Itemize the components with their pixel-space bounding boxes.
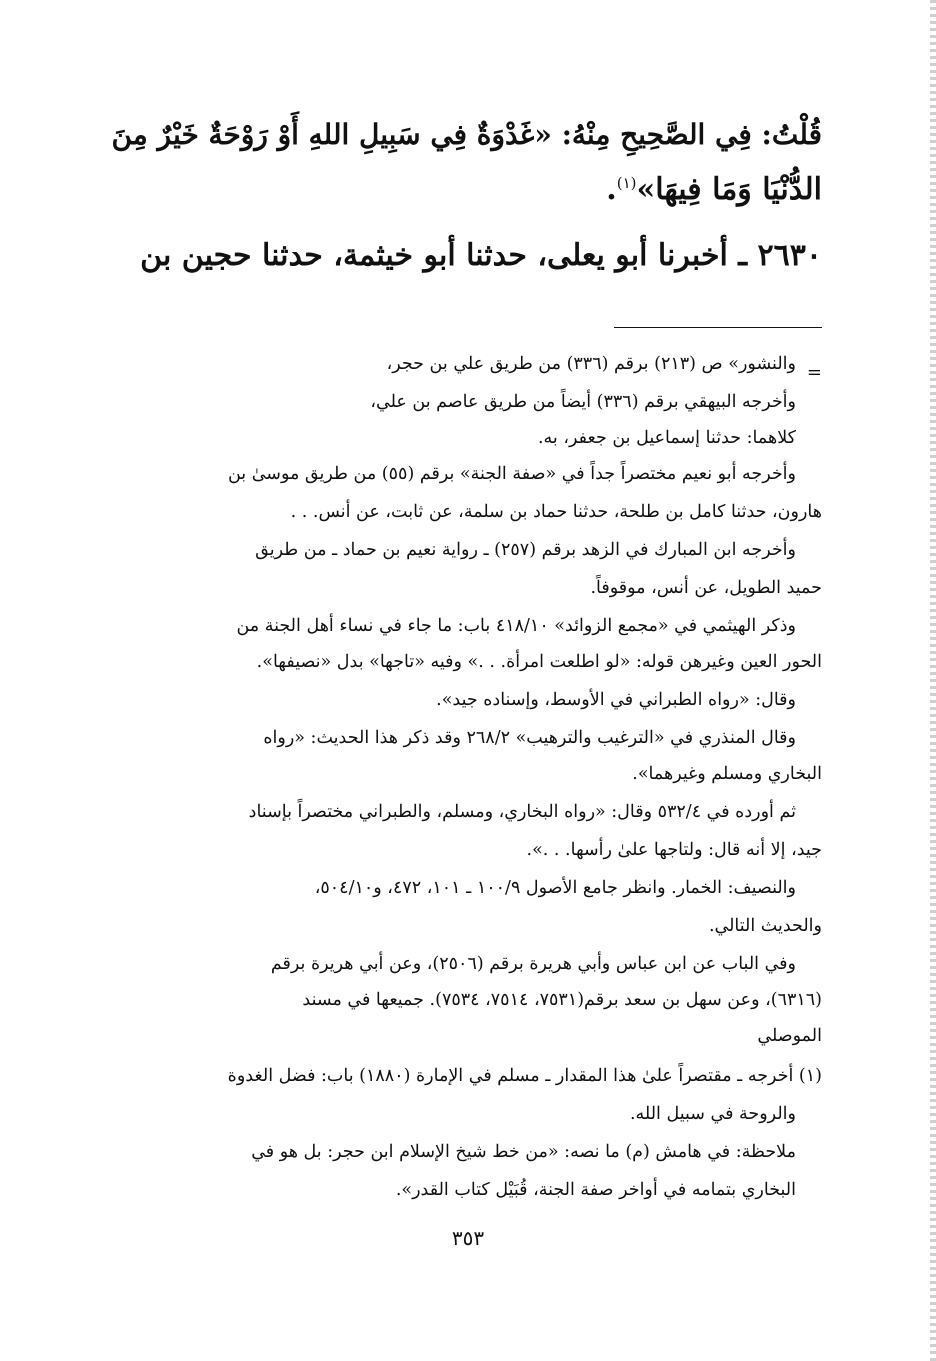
footnote-line: (٦٣١٦)، وعن سهل بن سعد برقم(٧٥٣١، ٧٥١٤، ٧٥٣٤). جميعها في مسند — [302, 990, 822, 1010]
footnote-line: الموصلي — [757, 1026, 822, 1046]
footnote-divider — [614, 327, 822, 328]
footnote-1: (١) أخرجه ـ مقتصراً علىٰ هذا المقدار ـ مسلم في الإمارة (١٨٨٠) باب: فضل الغدوة — [227, 1066, 822, 1086]
footnote-line: حميد الطويل، عن أنس، موقوفاً. — [590, 578, 822, 598]
footnote-line: وأخرجه البيهقي برقم (٣٣٦) أيضاً من طريق عاصم بن علي، — [370, 392, 796, 412]
footnote-ref-1: (١) — [616, 174, 637, 192]
footnote-line: وفي الباب عن ابن عباس وأبي هريرة برقم (٢٥٠٦)، وعن أبي هريرة برقم — [270, 954, 796, 974]
footnote-line: ثم أورده في ٥٣٢/٤ وقال: «رواه البخاري، ومسلم، والطبراني مختصراً بإسناد — [248, 802, 796, 822]
footnote-line: البخاري ومسلم وغيرهما». — [632, 764, 822, 784]
footnote-line: الحور العين وغيرهن قوله: «لو اطلعت امرأة. . .» وفيه «تاجها» بدل «نصيفها». — [256, 652, 822, 672]
main-text-period: . — [606, 172, 617, 207]
footnote-note: ملاحظة: في هامش (م) ما نصه: «من خط شيخ الإسلام ابن حجر: بل هو في — [251, 1142, 796, 1162]
footnote-line: هارون، حدثنا كامل بن طلحة، حدثنا حماد بن سلمة، عن ثابت، عن أنس. . . — [290, 502, 822, 522]
page-number: ٣٥٣ — [451, 1226, 485, 1250]
footnote-line: وقال: «رواه الطبراني في الأوسط، وإسناده جيد». — [436, 690, 796, 710]
footnote-line: جيد، إلا أنه قال: ولتاجها علىٰ رأسها. . .». — [526, 840, 822, 860]
footnote-line: وأخرجه أبو نعيم مختصراً جداً في «صفة الجنة» برقم (٥٥) من طريق موسىٰ بن — [227, 464, 796, 484]
footnote-line: والروحة في سبيل الله. — [629, 1104, 796, 1124]
footnote-line: والنصيف: الخمار. وانظر جامع الأصول ١٠٠/٩ ـ ١٠١، ٤٧٢، و٥٠٤/١٠، — [314, 878, 796, 898]
main-text-line-1: قُلْتُ: فِي الصَّحِيحِ مِنْهُ: «غَدْوَةٌ فِي سَبِيلِ اللهِ أَوْ رَوْحَةٌ خَيْرٌ مِنَ — [111, 118, 822, 151]
main-text-line-2 — [106, 172, 822, 207]
main-text-quote-end: الدُّنْيَا وَمَا فِيهَا» — [636, 172, 822, 207]
footnote-line: والنشور» ص (٢١٣) برقم (٣٣٦) من طريق علي بن حجر، — [386, 354, 796, 374]
footnote-line: كلاهما: حدثنا إسماعيل بن جعفر، به. — [537, 428, 796, 448]
continuation-mark: = — [806, 362, 822, 383]
footnote-line: وذكر الهيثمي في «مجمع الزوائد» ٤١٨/١٠ باب: ما جاء في نساء أهل الجنة من — [236, 616, 796, 636]
footnote-line: البخاري بتمامه في أواخر صفة الجنة، قُبَيْل كتاب القدر». — [395, 1180, 796, 1200]
footnote-line: وأخرجه ابن المبارك في الزهد برقم (٢٥٧) ـ رواية نعيم بن حماد ـ من طريق — [255, 540, 796, 560]
footnote-line: وقال المنذري في «الترغيب والترهيب» ٢٦٨/٢ وقد ذكر هذا الحديث: «رواه — [263, 728, 796, 748]
hadith-2630-start: ٢٦٣٠ ـ أخبرنا أبو يعلى، حدثنا أبو خيثمة، حدثنا حجين بن — [140, 238, 822, 273]
scan-edge — [930, 0, 936, 1361]
footnote-line: والحديث التالي. — [708, 916, 822, 936]
